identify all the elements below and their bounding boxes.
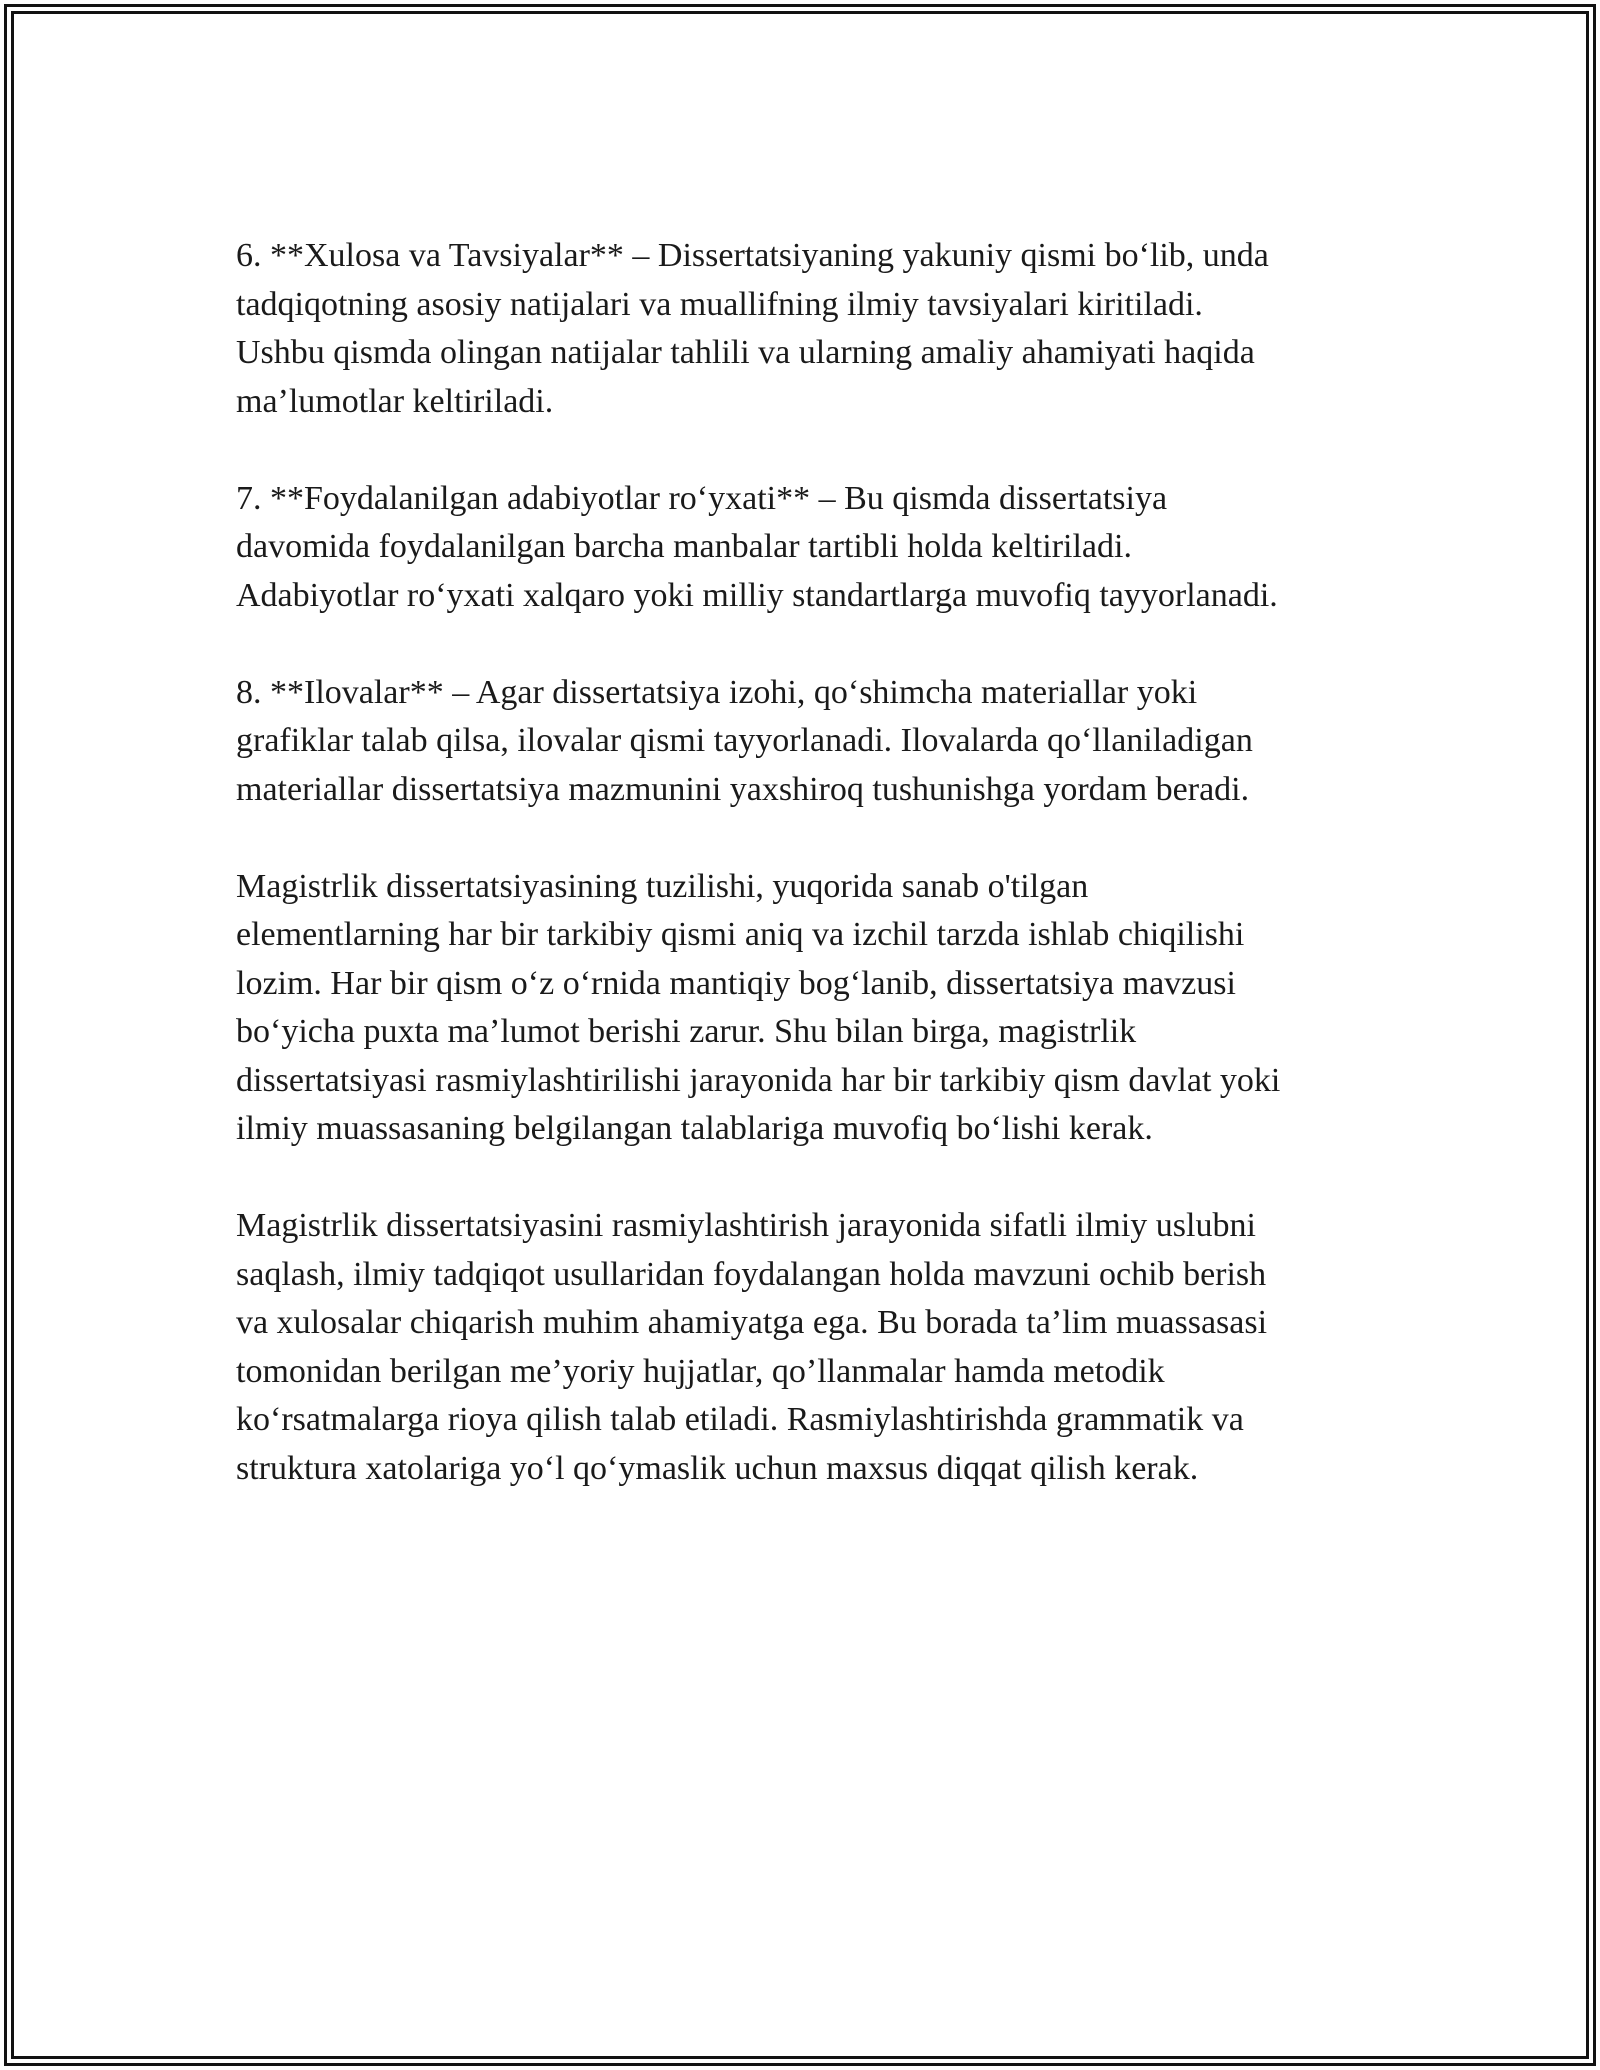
paragraph-conclusions	[236, 232, 1386, 426]
text-line: saqlash, ilmiy tadqiqot usullaridan foydalangan holda mavzuni ochib berish	[236, 1255, 1267, 1293]
text-line: lozim. Har bir qism o‘z o‘rnida mantiqiy bog‘lanib, dissertatsiya mavzusi	[236, 964, 1236, 1002]
text-line: dissertatsiyasi rasmiylashtirilishi jarayonida har bir tarkibiy qism davlat yoki	[236, 1061, 1281, 1099]
document-body	[236, 232, 1386, 1542]
paragraph-appendices	[236, 669, 1386, 815]
text-line: struktura xatolariga yo‘l qo‘ymaslik uchun maxsus diqqat qilish kerak.	[236, 1449, 1199, 1487]
paragraph-bibliography	[236, 475, 1386, 621]
text-line: davomida foydalanilgan barcha manbalar tartibli holda keltiriladi.	[236, 528, 1132, 565]
text-line: 8. **Ilovalar** – Agar dissertatsiya izohi, qo‘shimcha materiallar yoki	[236, 673, 1198, 711]
text-line: bo‘yicha puxta ma’lumot berishi zarur. Shu bilan birga, magistrlik	[236, 1013, 1137, 1050]
text-line: Magistrlik dissertatsiyasini rasmiylashtirish jarayonida sifatli ilmiy uslubni	[236, 1207, 1256, 1244]
text-line: va xulosalar chiqarish muhim ahamiyatga ega. Bu borada ta’lim muassasasi	[236, 1304, 1268, 1341]
paragraph-structure-summary	[236, 863, 1386, 1154]
text-line: Ushbu qismda olingan natijalar tahlili va ularning amaliy ahamiyati haqida	[236, 334, 1255, 371]
text-line: Magistrlik dissertatsiyasining tuzilishi, yuqorida sanab o'tilgan	[236, 867, 1089, 905]
text-line: materiallar dissertatsiya mazmunini yaxshiroq tushunishga yordam beradi.	[236, 770, 1250, 808]
text-line: 7. **Foydalanilgan adabiyotlar ro‘yxati** – Bu qismda dissertatsiya	[236, 479, 1168, 517]
paragraph-formatting-guidance	[236, 1202, 1386, 1493]
text-line: Adabiyotlar ro‘yxati xalqaro yoki milliy standartlarga muvofiq tayyorlanadi.	[236, 576, 1278, 614]
text-line: tadqiqotning asosiy natijalari va muallifning ilmiy tavsiyalari kiritiladi.	[236, 285, 1203, 323]
text-line: grafiklar talab qilsa, ilovalar qismi tayyorlanadi. Ilovalarda qo‘llaniladigan	[236, 722, 1253, 759]
text-line: ilmiy muassasaning belgilangan talablariga muvofiq bo‘lishi kerak.	[236, 1110, 1153, 1147]
text-line: tomonidan berilgan me’yoriy hujjatlar, qo’llanmalar hamda metodik	[236, 1352, 1165, 1390]
text-line: 6. **Xulosa va Tavsiyalar** – Dissertatsiyaning yakuniy qismi bo‘lib, unda	[236, 237, 1269, 274]
text-line: ko‘rsatmalarga rioya qilish talab etiladi. Rasmiylashtirishda grammatik va	[236, 1401, 1244, 1438]
text-line: elementlarning har bir tarkibiy qismi aniq va izchil tarzda ishlab chiqilishi	[236, 916, 1245, 953]
text-line: ma’lumotlar keltiriladi.	[236, 382, 554, 420]
